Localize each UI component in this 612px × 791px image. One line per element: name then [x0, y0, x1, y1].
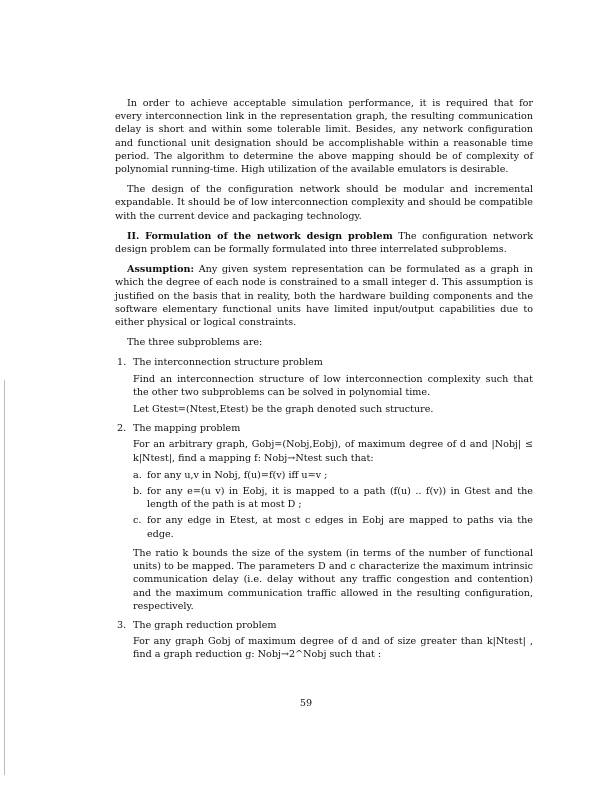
subproblem-list [115, 356, 533, 661]
list-item-body-definition: Let Gtest=(Ntest,Etest) be the graph denoted such structure. [133, 404, 434, 416]
sub-item-label: c. [133, 515, 142, 527]
paragraph-network-design: The design of the configuration network should be modular and incremental expandable. It should be of low interconnection complexity and should be compatible with the current device and packaging technology. [115, 184, 533, 222]
paragraph-simulation-performance: In order to achieve acceptable simulation performance, it is required that for every interconnection link in the representation graph, the resulting communication delay is short and within some tolerable limit. Besides, any network configuration and functional unit designation should be accomplishable within a reasonable time period. The algorithm to determine the above mapping should be of complexity of polynomial running-time. High utilization of the available emulators is desirable. [115, 98, 533, 176]
sub-item-text: for any edge in Etest, at most c edges in Eobj are mapped to paths via the edge. [147, 515, 533, 540]
formulation-text: The configuration network design problem can be formally formulated into three interrelated subproblems. [115, 230, 534, 256]
list-item-body: For any graph Gobj of maximum degree of d and of size greater than k|Ntest| , find a graph reduction g: Nobj→2^Nobj such that : [133, 636, 533, 661]
page-number: 59 [299, 698, 313, 709]
assumption-heading: Assumption: [127, 264, 195, 276]
scan-edge-line [4, 380, 5, 775]
document-page [115, 97, 533, 668]
list-item-number: 1. [117, 357, 127, 369]
section-heading: II. Formulation of the network design problem [127, 230, 393, 242]
list-item-title: The graph reduction problem [133, 619, 277, 631]
list-item [115, 422, 533, 613]
paragraph-subproblems-intro: The three subproblems are: [127, 337, 263, 349]
list-item-body: For an arbitrary graph, Gobj=(Nobj,Eobj), of maximum degree of d and |Nobj| ≤ k|Ntest|, find a mapping f: Nobj→Ntest such that: [133, 439, 533, 464]
paragraph-assumption [115, 263, 533, 329]
sub-item-text: for any u,v in Nobj, f(u)=f(v) iff u=v ; [147, 469, 328, 481]
list-item-closing: The ratio k bounds the size of the system (in terms of the number of functional units) to be mapped. The parameters D and c characterize the maximum intrinsic communication delay (i.e. delay without any traffic congestion and contention) and the maximum communication traffic allowed in the resulting configuration, respectively. [133, 547, 533, 612]
list-item [115, 356, 533, 416]
list-item-number: 2. [117, 423, 127, 435]
assumption-text: Any given system representation can be formulated as a graph in which the degree of each node is constrained to a small integer d. This assumption is justified on the basis that in reality, both the hardware building components and the software elementary functional units have limited input/output capabilities due to either physical or logical constraints. [115, 264, 533, 329]
sub-item [133, 485, 533, 511]
sub-item [133, 514, 533, 540]
list-item-title: The mapping problem [133, 423, 241, 435]
paragraph-formulation [115, 230, 533, 256]
list-item-body: Find an interconnection structure of low interconnection complexity such that the other two subproblems can be solved in polynomial time. [133, 373, 533, 398]
list-item-title: The interconnection structure problem [133, 357, 323, 369]
sub-item-label: b. [133, 486, 143, 498]
list-item [115, 619, 533, 662]
list-item-number: 3. [117, 619, 127, 631]
sub-item-text: for any e=(u v) in Eobj, it is mapped to a path (f(u) .. f(v)) in Gtest and the length of the path is at most D ; [147, 486, 533, 511]
sub-item-label: a. [133, 469, 142, 481]
sub-item [133, 469, 533, 482]
